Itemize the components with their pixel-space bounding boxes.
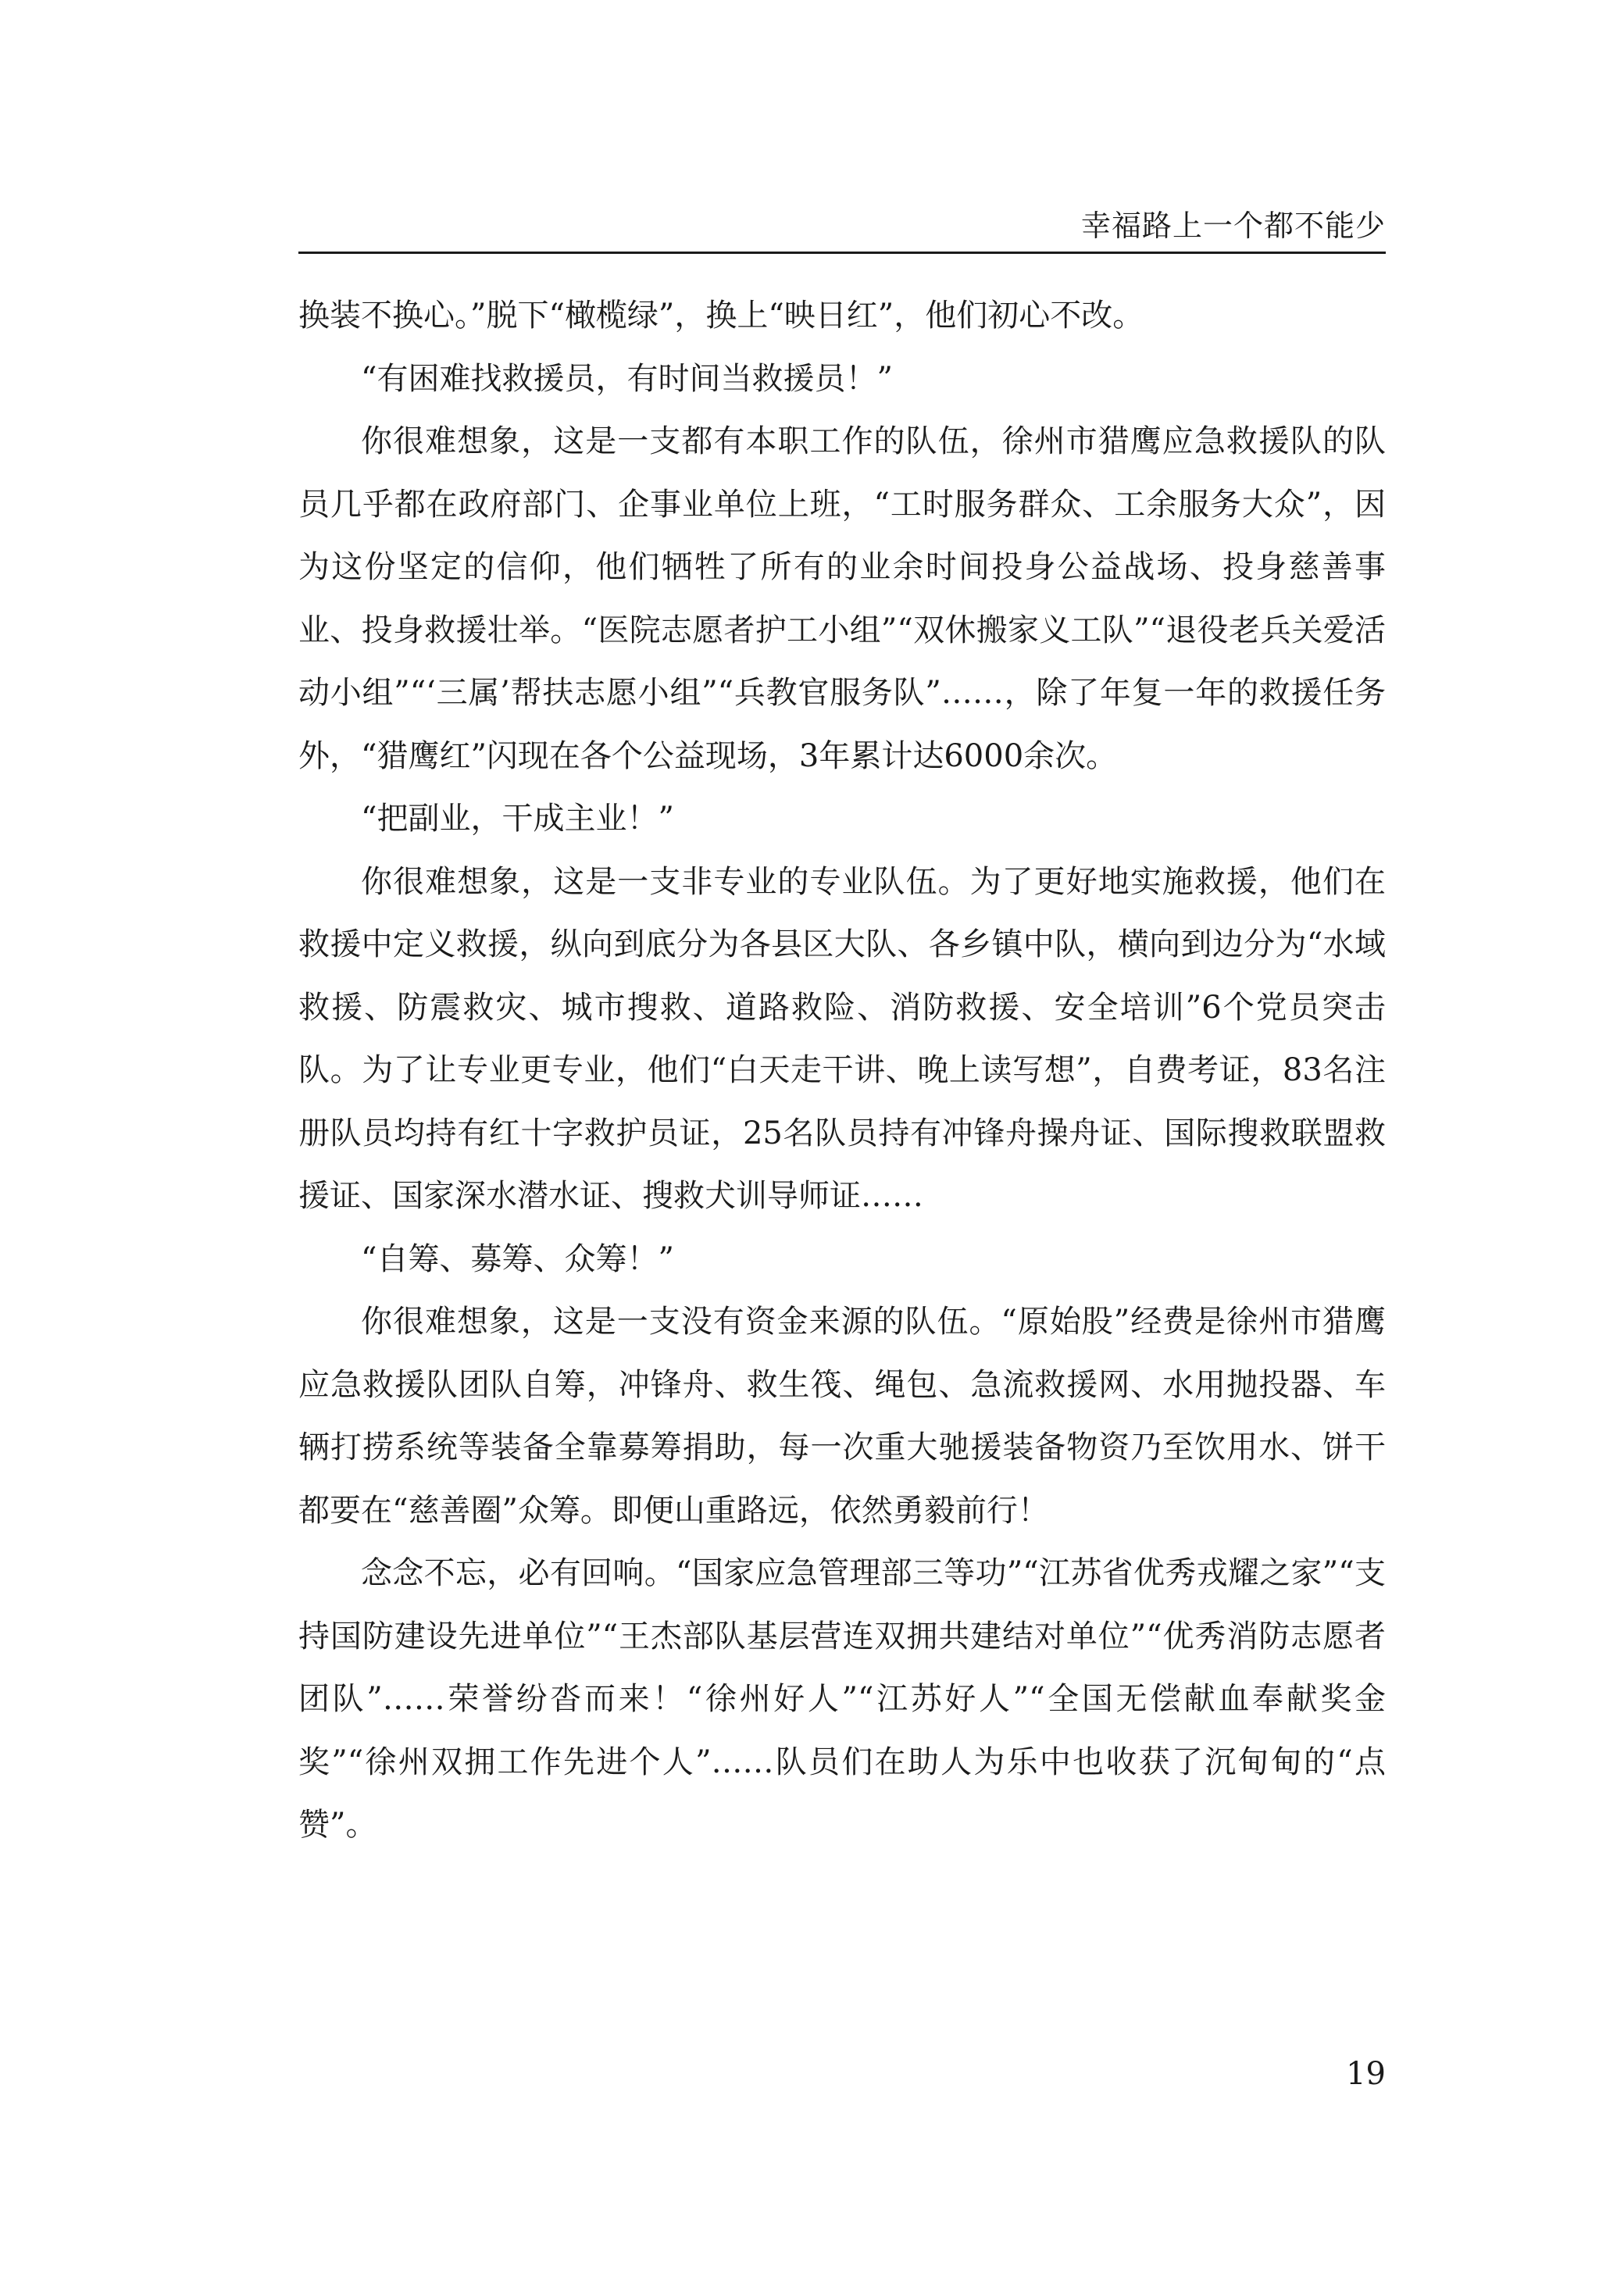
running-header-title: 幸福路上一个都不能少 bbox=[1080, 209, 1386, 243]
paragraph-7: 你很难想象，这是一支没有资金来源的队伍。“原始股”经费是徐州市猎鹰应急救援队团队自筹，冲锋舟、救生筏、绳包、急流救援网、水用抛投器、车辆打捞系统等装备全靠募筹捐助，每一次重大驰援装备物资乃至饮用水、饼干都要在“慈善圈”众筹。即便山重路远，依然勇毅前行！ bbox=[298, 1304, 1386, 1529]
body-text bbox=[298, 284, 1386, 1857]
paragraph-4-quote: “把副业，干成主业！” bbox=[361, 801, 674, 837]
paragraph-5: 你很难想象，这是一支非专业的专业队伍。为了更好地实施救援，他们在救援中定义救援，纵向到底分为各县区大队、各乡镇中队，横向到边分为“水域救援、防震救灾、城市搜救、道路救险、消防救援、安全培训”6个党员突击队。为了让专业更专业，他们“白天走干讲、晚上读写想”，自费考证，83名注册队员均持有红十字救护员证，25名队员持有冲锋舟操舟证、国际搜救联盟救援证、国家深水潜水证、搜救犬训导师证…… bbox=[298, 863, 1386, 1214]
page-number: 19 bbox=[1346, 2056, 1386, 2092]
paragraph-8: 念念不忘，必有回响。“国家应急管理部三等功”“江苏省优秀戎耀之家”“支持国防建设先进单位”“王杰部队基层营连双拥共建结对单位”“优秀消防志愿者团队”……荣誉纷沓而来！“徐州好人”“江苏好人”“全国无偿献血奉献奖金奖”“徐州双拥工作先进个人”……队员们在助人为乐中也收获了沉甸甸的“点赞”。 bbox=[298, 1555, 1386, 1843]
header-rule bbox=[298, 252, 1386, 254]
paragraph-1: 换装不换心。”脱下“橄榄绿”，换上“映日红”，他们初心不改。 bbox=[298, 298, 1144, 334]
paragraph-2-quote: “有困难找救援员，有时间当救援员！” bbox=[361, 360, 893, 397]
paragraph-3: 你很难想象，这是一支都有本职工作的队伍，徐州市猎鹰应急救援队的队员几乎都在政府部门、企事业单位上班，“工时服务群众、工余服务大众”，因为这份坚定的信仰，他们牺牲了所有的业余时间投身公益战场、投身慈善事业、投身救援壮举。“医院志愿者护工小组”“双休搬家义工队”“退役老兵关爱活动小组”“‘三属’帮扶志愿小组”“兵教官服务队”……，除了年复一年的救援任务外，“猎鹰红”闪现在各个公益现场，3年累计达6000余次。 bbox=[298, 423, 1386, 774]
paragraph-6-quote: “自筹、募筹、众筹！” bbox=[361, 1240, 674, 1277]
